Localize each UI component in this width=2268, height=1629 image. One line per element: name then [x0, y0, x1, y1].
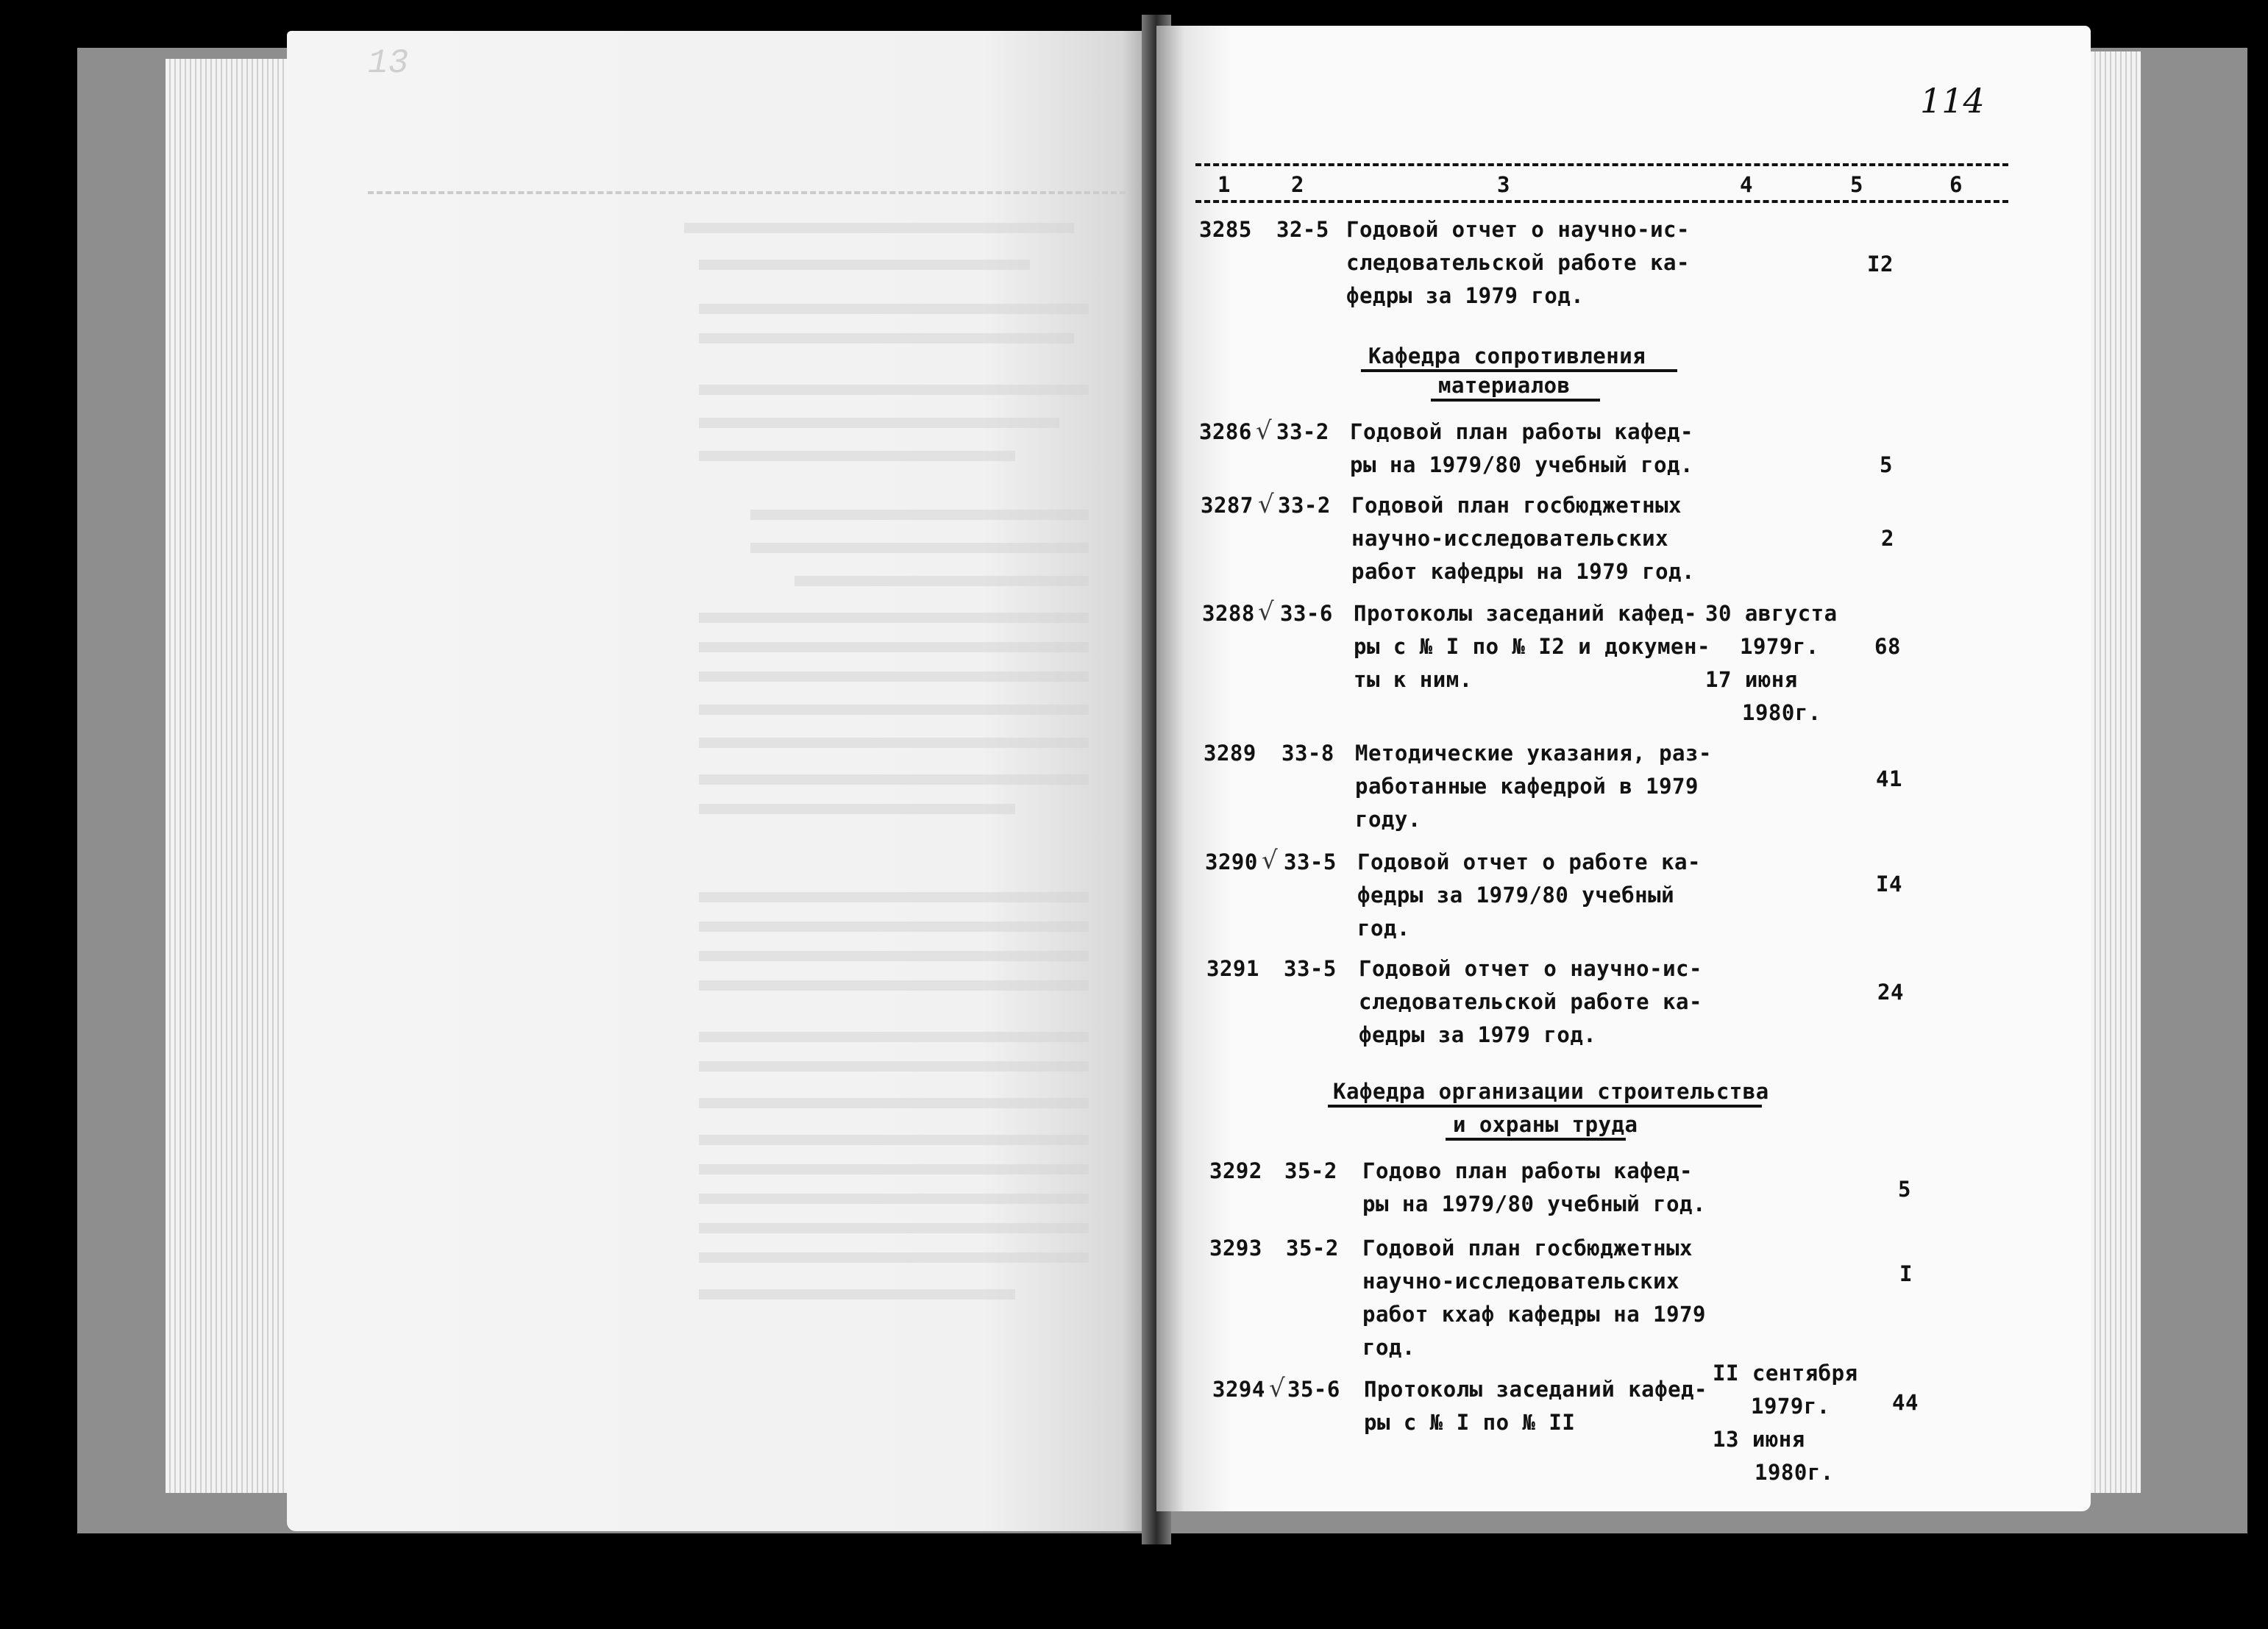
row-3287-title-line-3: работ кафедры на 1979 год.	[1351, 559, 1695, 584]
header-rule-bottom	[1195, 200, 2008, 203]
row-3294-code: 35-6	[1287, 1377, 1340, 1402]
row-3293-sheet-count: I	[1899, 1261, 1913, 1286]
column-header-1: 1	[1217, 172, 1231, 197]
row-3291-title-line-2: следовательской работе ка-	[1359, 989, 1702, 1014]
checkmark-icon: √	[1256, 416, 1272, 446]
row-3294-date-start: II сентября	[1713, 1361, 1858, 1386]
checkmark-icon: √	[1258, 597, 1274, 627]
row-3291-title-line-1: Годовой отчет о научно-ис-	[1359, 956, 1702, 981]
row-3285-title-line-2: следовательской работе ка-	[1346, 250, 1690, 275]
section-1-title-line-1: Кафедра сопротивления	[1368, 343, 1646, 368]
row-3292-code: 35-2	[1284, 1158, 1337, 1183]
bleed-through-scribbles	[353, 169, 1118, 1419]
row-3285-code: 32-5	[1276, 217, 1329, 242]
row-3293-title-line-3: работ кхаф кафедры на 1979	[1362, 1302, 1706, 1327]
checkmark-icon: √	[1258, 490, 1274, 519]
page-folio: 114	[1920, 81, 1985, 121]
row-3293-code: 35-2	[1286, 1236, 1339, 1261]
row-3288-date-start-year: 1979г.	[1740, 634, 1819, 659]
row-3292-title-line-2: ры на 1979/80 учебный год.	[1362, 1191, 1706, 1216]
checkmark-icon: √	[1262, 846, 1278, 875]
row-3287-title-line-1: Годовой план госбюджетных	[1351, 493, 1682, 518]
row-3294-date-end-year: 1980г.	[1755, 1460, 1834, 1485]
left-page-folio: 13	[368, 44, 409, 82]
row-3287-title-line-2: научно-исследовательских	[1351, 526, 1669, 551]
header-rule-top	[1195, 163, 2008, 166]
row-3287-code: 33-2	[1278, 493, 1331, 518]
row-3289-sheet-count: 41	[1876, 766, 1902, 791]
row-3289-number: 3289	[1204, 741, 1256, 766]
row-3294-sheet-count: 44	[1892, 1390, 1919, 1415]
row-3289-title-line-1: Методические указания, раз-	[1355, 741, 1712, 766]
row-3289-title-line-2: работанные кафедрой в 1979	[1355, 774, 1699, 799]
section-2-underline-2	[1446, 1138, 1626, 1141]
row-3292-sheet-count: 5	[1898, 1177, 1911, 1202]
section-2-title-line-1: Кафедра организации строительства	[1333, 1079, 1769, 1104]
section-2-title-line-2: и охраны труда	[1453, 1112, 1638, 1137]
row-3294-date-start-year: 1979г.	[1751, 1394, 1830, 1419]
row-3288-code: 33-6	[1280, 601, 1333, 626]
row-3288-sheet-count: 68	[1874, 634, 1901, 659]
row-3285-number: 3285	[1199, 217, 1252, 242]
row-3288-date-start: 30 августа	[1705, 601, 1838, 626]
column-header-3: 3	[1497, 172, 1510, 197]
section-1-underline-1	[1361, 369, 1677, 372]
row-3293-title-line-4: год.	[1362, 1335, 1415, 1360]
row-3285-title-line-3: федры за 1979 год.	[1346, 283, 1585, 308]
section-2-underline-1	[1328, 1105, 1762, 1108]
row-3288-title-line-3: ты к ним.	[1354, 667, 1473, 692]
row-3290-title-line-2: федры за 1979/80 учебный	[1357, 883, 1675, 908]
column-header-2: 2	[1291, 172, 1304, 197]
row-3294-number: 3294	[1212, 1377, 1265, 1402]
row-3289-code: 33-8	[1281, 741, 1334, 766]
row-3294-title-line-1: Протоколы заседаний кафед-	[1364, 1377, 1707, 1402]
row-3288-title-line-2: ры с № I по № I2 и докумен-	[1354, 634, 1710, 659]
left-page-bleed-through	[353, 169, 1118, 1428]
row-3290-title-line-3: год.	[1357, 916, 1410, 941]
row-3286-sheet-count: 5	[1880, 452, 1893, 477]
row-3287-number: 3287	[1201, 493, 1254, 518]
row-3286-code: 33-2	[1276, 419, 1329, 444]
row-3288-number: 3288	[1202, 601, 1255, 626]
row-3294-date-end: 13 июня	[1713, 1427, 1805, 1452]
row-3290-number: 3290	[1205, 849, 1258, 874]
section-1-title-line-2: материалов	[1438, 373, 1571, 398]
row-3285-sheet-count: I2	[1867, 252, 1894, 277]
row-3293-number: 3293	[1209, 1236, 1262, 1261]
row-3289-title-line-3: году.	[1355, 807, 1421, 832]
row-3291-number: 3291	[1206, 956, 1259, 981]
row-3292-number: 3292	[1209, 1158, 1262, 1183]
row-3291-code: 33-5	[1284, 956, 1337, 981]
column-header-6: 6	[1949, 172, 1963, 197]
row-3291-title-line-3: федры за 1979 год.	[1359, 1022, 1597, 1047]
row-3290-title-line-1: Годовой отчет о работе ка-	[1357, 849, 1701, 874]
row-3287-sheet-count: 2	[1881, 526, 1894, 551]
checkmark-icon: √	[1269, 1374, 1285, 1403]
column-header-4: 4	[1740, 172, 1753, 197]
row-3288-date-end: 17 июня	[1705, 667, 1798, 692]
row-3286-title-line-2: ры на 1979/80 учебный год.	[1350, 452, 1693, 477]
row-3294-title-line-2: ры с № I по № II	[1364, 1410, 1576, 1435]
section-1-underline-2	[1431, 399, 1600, 402]
row-3286-title-line-1: Годовой план работы кафед-	[1350, 419, 1693, 444]
row-3293-title-line-1: Годовой план госбюджетных	[1362, 1236, 1693, 1261]
row-3290-code: 33-5	[1284, 849, 1337, 874]
row-3293-title-line-2: научно-исследовательских	[1362, 1269, 1680, 1294]
row-3288-date-end-year: 1980г.	[1742, 700, 1821, 725]
row-3290-sheet-count: I4	[1876, 871, 1902, 897]
row-3291-sheet-count: 24	[1877, 980, 1904, 1005]
column-header-5: 5	[1850, 172, 1863, 197]
row-3292-title-line-1: Годово план работы кафед-	[1362, 1158, 1693, 1183]
row-3285-title-line-1: Годовой отчет о научно-ис-	[1346, 217, 1690, 242]
row-3288-title-line-1: Протоколы заседаний кафед-	[1354, 601, 1697, 626]
row-3286-number: 3286	[1199, 419, 1252, 444]
